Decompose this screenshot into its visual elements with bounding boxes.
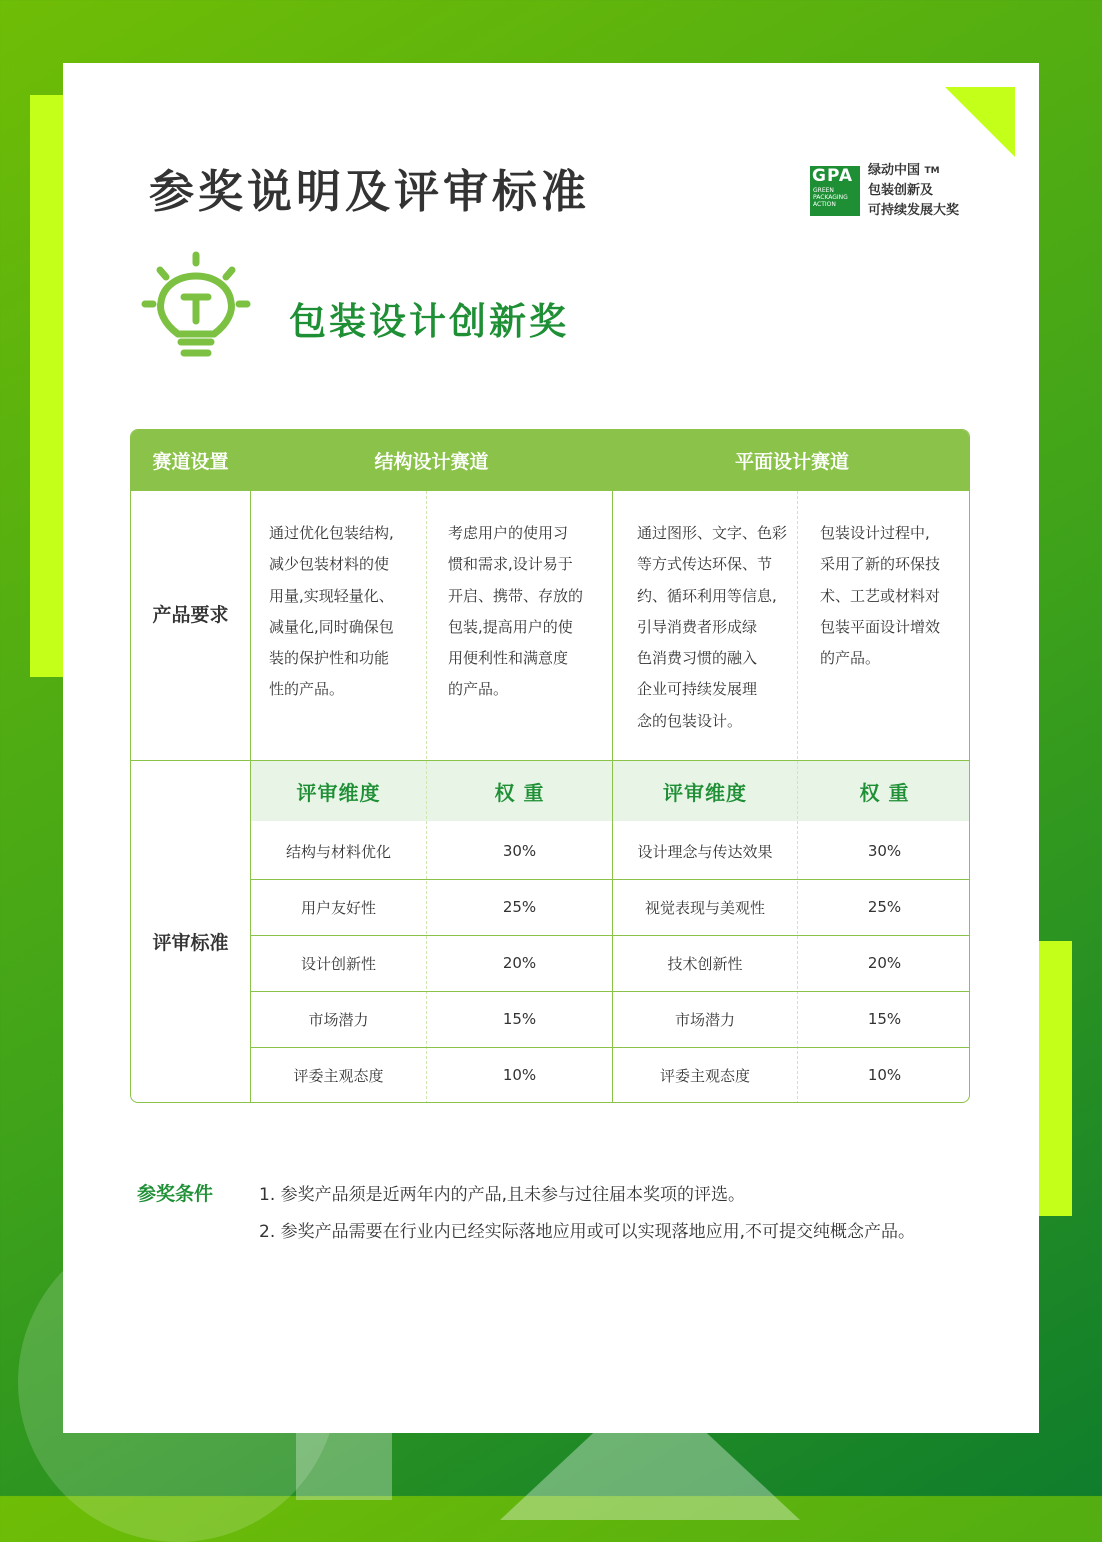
text-line: 开启、携带、存放的	[448, 586, 584, 605]
text-line: 包装平面设计增效	[820, 617, 941, 636]
text-line: 用量,实现轻量化、	[269, 586, 394, 605]
text-line: 术、工艺或材料对	[820, 586, 941, 605]
text-line: 减量化,同时确保包	[269, 617, 394, 636]
criteria-cell: 评委主观态度	[659, 1066, 750, 1085]
criteria-cell: 15%	[867, 1010, 902, 1028]
requirement-structure-2	[448, 518, 583, 706]
text-line: 等方式传达环保、节	[637, 555, 773, 574]
criteria-table	[130, 429, 970, 1103]
logo-sub-line: ACTION	[813, 201, 836, 208]
text-line: 惯和需求,设计易于	[448, 555, 573, 574]
gpa-logo-mark	[810, 166, 860, 216]
criteria-header-dimension: 评审维度	[663, 780, 747, 805]
accent-bar-left	[30, 95, 66, 677]
row-label-criteria: 评审标准	[152, 932, 229, 954]
criteria-cell: 视觉表现与美观性	[644, 898, 765, 917]
criteria-cell: 10%	[502, 1066, 537, 1084]
requirement-graphic-2	[820, 518, 940, 674]
conditions-label: 参奖条件	[137, 1183, 214, 1205]
text-line: 用便利性和满意度	[448, 649, 569, 668]
text-line: 的产品。	[448, 680, 509, 699]
logo-line-2: 包装创新及	[868, 183, 934, 198]
text-line: 包装,提高用户的使	[448, 617, 573, 636]
row-label-requirements: 产品要求	[152, 604, 229, 626]
text-line: 性的产品。	[269, 680, 345, 699]
header-setting: 赛道设置	[131, 430, 250, 491]
text-line: 的产品。	[820, 649, 881, 668]
criteria-header-weight: 权 重	[494, 780, 545, 805]
logo-text	[868, 161, 959, 221]
condition-item: 1. 参奖产品须是近两年内的产品,且未参与过往届本奖项的评选。	[259, 1185, 746, 1205]
logo-mark-text: GPA	[812, 166, 854, 186]
lightbulb-icon	[141, 250, 251, 365]
page-title: 参奖说明及评审标准	[149, 165, 591, 218]
text-line: 企业可持续发展理	[637, 680, 758, 699]
text-line: 通过图形、文字、色彩	[637, 524, 788, 542]
accent-bar-right	[1036, 941, 1072, 1216]
criteria-cell: 25%	[867, 898, 902, 916]
criteria-cell: 20%	[867, 954, 902, 972]
corner-triangle-decoration	[945, 87, 1015, 157]
criteria-cell: 30%	[867, 842, 902, 860]
logo-line-1: 绿动中国	[868, 163, 921, 178]
criteria-cell: 设计理念与传达效果	[637, 842, 773, 861]
criteria-cell: 15%	[502, 1010, 537, 1028]
header-graphic-track: 平面设计赛道	[613, 430, 970, 491]
logo-sub-line: GREEN	[813, 187, 834, 194]
text-line: 包装设计过程中,	[820, 524, 930, 542]
criteria-cell: 市场潜力	[674, 1010, 735, 1029]
criteria-header-dimension: 评审维度	[296, 780, 381, 805]
criteria-header-weight: 权 重	[859, 780, 910, 805]
award-title: 包装设计创新奖	[289, 300, 569, 343]
criteria-cell: 结构与材料优化	[285, 842, 391, 861]
text-line: 考虑用户的使用习	[448, 524, 569, 542]
text-line: 装的保护性和功能	[269, 649, 390, 668]
criteria-cell: 25%	[502, 898, 537, 916]
condition-item: 2. 参奖产品需要在行业内已经实际落地应用或可以实现落地应用,不可提交纯概念产品。	[259, 1222, 916, 1242]
text-line: 念的包装设计。	[637, 711, 743, 730]
content-card	[63, 63, 1039, 1433]
text-line: 引导消费者形成绿	[637, 617, 758, 636]
text-line: 减少包装材料的使	[269, 555, 390, 574]
criteria-cell: 30%	[502, 842, 537, 860]
criteria-cell: 市场潜力	[308, 1010, 369, 1029]
criteria-cell: 评委主观态度	[293, 1066, 384, 1085]
logo-sub-line: PACKAGING	[813, 194, 848, 201]
requirement-graphic-1	[637, 518, 787, 737]
gpa-logo	[810, 161, 959, 221]
text-line: 通过优化包装结构,	[269, 524, 394, 542]
criteria-cell: 设计创新性	[300, 954, 376, 973]
requirement-structure-1	[269, 518, 394, 706]
criteria-cell: 20%	[502, 954, 537, 972]
text-line: 采用了新的环保技	[820, 555, 941, 574]
logo-line-3: 可持续发展大奖	[868, 203, 960, 218]
criteria-cell: 技术创新性	[667, 954, 743, 973]
trademark-mark: TM	[924, 166, 940, 176]
text-line: 色消费习惯的融入	[637, 649, 758, 668]
text-line: 约、循环利用等信息,	[637, 586, 777, 605]
criteria-cell: 10%	[867, 1066, 902, 1084]
header-structure-track: 结构设计赛道	[251, 430, 612, 491]
criteria-cell: 用户友好性	[300, 898, 376, 917]
